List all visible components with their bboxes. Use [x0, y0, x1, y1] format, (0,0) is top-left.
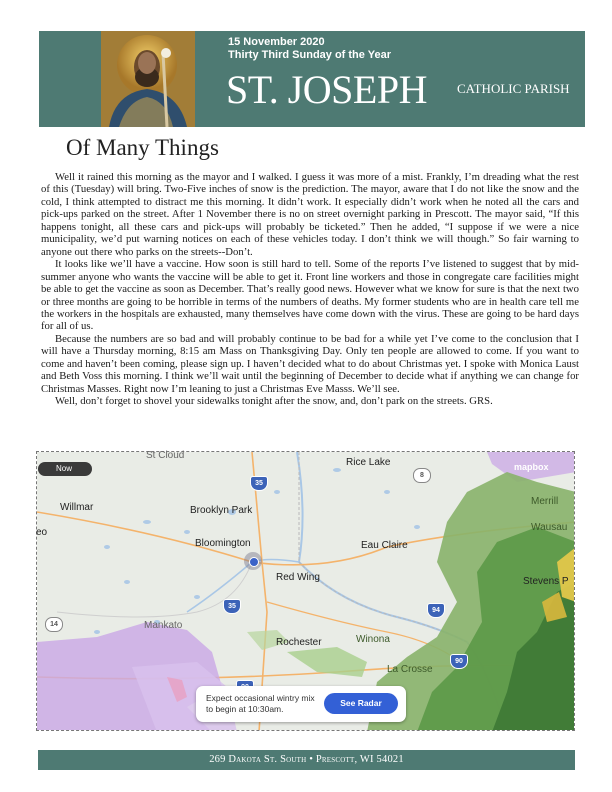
map-label-la-crosse: La Crosse [387, 664, 433, 675]
map-label-eau-claire: Eau Claire [361, 540, 408, 551]
highway-8-shield-icon: 8 [413, 468, 431, 483]
interstate-35-south-shield-icon: 35 [223, 599, 241, 614]
map-label-merrill: Merrill [531, 496, 559, 507]
paragraph: Well, don’t forget to shovel your sidewalks tonight after the snow, and, don’t park on the streets. GRS. [55, 395, 493, 408]
map-label-willmar: Willmar [60, 502, 94, 513]
map-label-brooklyn-park: Brooklyn Park [190, 505, 253, 516]
now-badge[interactable]: Now [38, 462, 92, 476]
see-radar-button[interactable]: See Radar [324, 693, 398, 714]
interstate-94-shield-icon: 94 [427, 603, 445, 618]
map-label-mankato: Mankato [144, 620, 183, 631]
map-label-winona: Winona [356, 634, 390, 645]
liturgical-sunday: Thirty Third Sunday of the Year [228, 49, 391, 61]
article-body [41, 171, 579, 408]
radar-alert-text: Expect occasional wintry mix to begin at 10:30am. [206, 693, 315, 714]
paragraph: Because the numbers are so bad and will probably continue to be bad for a while yet I’ve come to the conclusion that I will have a Thursday morning, 8:15 am Mass on Thanksgiving Day. Only ten people are allowed to come. If you want to come and haven’t been coming, please sign up. I haven’t decided what to do about Christmas yet. I spoke with Monica Laust and Beth Voss this morning. I think we’ll wait until the beginning of December to decide what if anything we can change for Christmas Masses. Right now I’m leaning to just a Christmas Eve Masss. We’ll see. [41, 332, 579, 395]
mapbox-logo-icon: mapbox [514, 462, 549, 472]
paragraph: Well it rained this morning as the mayor and I walked. I guess it was more of a mist. Frankly, I’m dreading what the rest of this (Tuesday) will bring. Two-Five inches of snow is the prediction. The mayor, aware that I do not like the snow and the cold, I think attempted to distract me this morning. It didn’t work. It especially didn’t work when he noted all the cars and pick-ups parked on the street. After 1 November there is no on street overnight parking in Prescott. The mayor said, “If this happens tonight, all these cars and pick-ups will probably be ticketed.” Then he added, “I suppose if we were a nice municipality, we’d put warning notices on each of these vehicles today. I don’t think we will though.” So fair warning to anyone out there who parks on the streets--Don’t. [41, 171, 579, 258]
issue-date: 15 November 2020 [228, 36, 325, 48]
parish-suffix: CATHOLIC PARISH [457, 81, 570, 96]
map-label-rochester: Rochester [276, 637, 322, 648]
radar-alert-card [196, 686, 406, 722]
interstate-90-east-shield-icon: 90 [450, 654, 468, 669]
map-label-rice-lake: Rice Lake [346, 457, 391, 468]
map-label-wausau: Wausau [531, 522, 568, 533]
map-label-red-wing: Red Wing [276, 572, 320, 583]
map-label-stevens-point: Stevens P [523, 576, 569, 587]
column-title: Of Many Things [66, 135, 219, 160]
map-label-bloomington: Bloomington [195, 538, 251, 549]
current-location-icon [244, 552, 262, 570]
saint-joseph-portrait-icon [101, 31, 195, 127]
parish-name: ST. JOSEPH [226, 67, 427, 112]
map-label-eo: eo [36, 527, 48, 538]
map-label-st-cloud: St Cloud [146, 450, 185, 461]
highway-14-shield-icon: 14 [45, 617, 63, 632]
interstate-35-north-shield-icon: 35 [250, 476, 268, 491]
parish-address: 269 Dakota St. South • Prescott, WI 54021 [209, 754, 404, 765]
paragraph: It looks like we’ll have a vaccine. How soon is still hard to tell. Some of the reports I’ve listened to suggest that by mid-summer anyone who wants the vaccine will be able to get it. Front line workers and those in congregate care facilities might be able to get the vaccine as soon as December. That’s really good news. However what we know for sure is that the next two or three months are going to be horrible in terms of the numbers of deaths. My former students who are in health care tell me the workers in the hospitals are exhausted, many themselves have come down with the virus. These are going to be hard days for all of us. [41, 258, 579, 333]
